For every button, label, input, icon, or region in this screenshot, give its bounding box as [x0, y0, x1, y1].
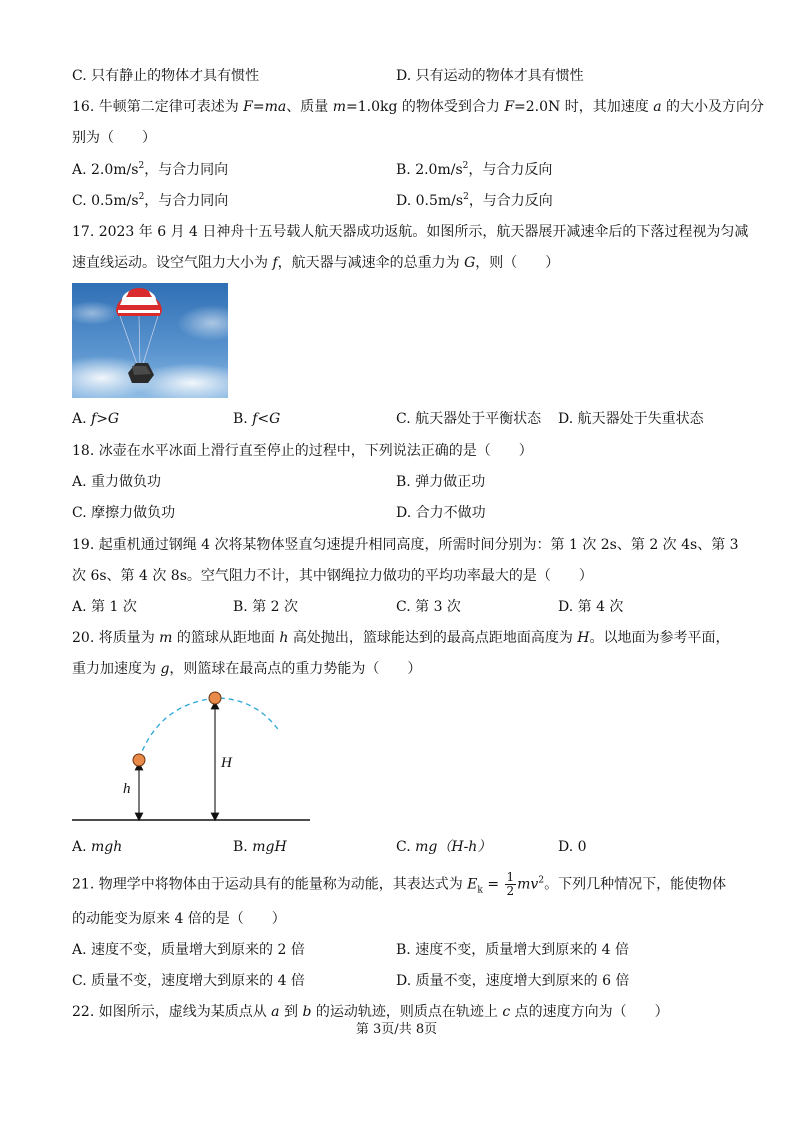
q21-option-d: D. 质量不变，速度增大到原来的 6 倍 [396, 973, 630, 989]
q20-stem-line1: 20. 将质量为 m 的篮球从距地面 h 高处抛出，篮球能达到的最高点距地面高度为 H。以地面为参考平面， [72, 630, 730, 646]
q20-option-d: D. 0 [558, 839, 587, 855]
trajectory-curve [139, 698, 280, 759]
q21-stem-line1: 21. 物理学中将物体由于运动具有的能量称为动能，其表达式为 $E_k$ = $\frac{1}{2}$ $mv^2$。下列几种情况下，能使物体 [72, 870, 727, 898]
q21-option-b: B. 速度不变，质量增大到原来的 4 倍 [396, 942, 629, 958]
q19-option-c: C. 第 3 次 [396, 599, 461, 615]
one-half-fraction: $\frac{1}{2}$ [506, 870, 515, 898]
q17-option-b: B. f<G [233, 411, 281, 427]
q16-option-b: B. $2.0m/s^2$，与合力反向 [396, 161, 553, 178]
q19-stem-line1: 19. 起重机通过钢绳 4 次将某物体竖直匀速提升相同高度，所需时间分别为：第 1 次 2s、第 2 次 4s、第 3 [72, 537, 739, 553]
page-number-footer: 第 3页/共 8页 [355, 1022, 438, 1037]
q16-option-c: C. $0.5m/s^2$，与合力同向 [72, 192, 229, 209]
q21-option-a: A. 速度不变，质量增大到原来的 2 倍 [72, 942, 305, 958]
q15-option-c: C. 只有静止的物体才具有惯性 [72, 68, 260, 84]
q21-option-c: C. 质量不变，速度增大到原来的 4 倍 [72, 973, 305, 989]
q17-option-a: A. f>G [72, 411, 120, 427]
ball-top [209, 692, 221, 704]
q18-option-c: C. 摩擦力做负功 [72, 505, 176, 521]
parachute-photo [72, 283, 228, 398]
label-H: H [221, 755, 232, 771]
q22-stem: 22. 如图所示，虚线为某质点从 a 到 b 的运动轨迹，则质点在轨迹上 c 点的速度方向为（ ） [72, 1004, 669, 1020]
q19-stem-line2: 次 6s、第 4 次 8s。空气阻力不计，其中钢绳拉力做功的平均功率最大的是（ ） [72, 568, 593, 584]
q16-stem-line2: 别为（ ） [72, 130, 156, 146]
q19-option-b: B. 第 2 次 [233, 599, 298, 615]
q17-stem-line1: 17. 2023 年 6 月 4 日神舟十五号载人航天器成功返航。如图所示，航天器展开减速伞后的下落过程视为匀减 [72, 224, 749, 240]
q21-stem-line2: 的动能变为原来 4 倍的是（ ） [72, 911, 286, 927]
label-h: h [123, 781, 131, 797]
basketball-trajectory-figure [66, 686, 316, 826]
q19-option-d: D. 第 4 次 [558, 599, 624, 615]
q18-option-d: D. 合力不做功 [396, 505, 486, 521]
q16-option-d: D. $0.5m/s^2$，与合力反向 [396, 192, 553, 209]
q19-option-a: A. 第 1 次 [72, 599, 137, 615]
q18-stem: 18. 冰壶在水平冰面上滑行直至停止的过程中，下列说法正确的是（ ） [72, 443, 533, 459]
q16-stem-line1: 16. 牛顿第二定律可表述为 F=ma、质量 m=1.0kg 的物体受到合力 F=2.0N 时，其加速度 a 的大小及方向分 [72, 99, 765, 115]
q18-option-a: A. 重力做负功 [72, 474, 162, 490]
q16-option-a: A. $2.0m/s^2$，与合力同向 [72, 161, 229, 178]
q20-option-c: C. mg（H-h） [396, 839, 492, 855]
q15-option-d: D. 只有运动的物体才具有惯性 [396, 68, 584, 84]
q17-option-c: C. 航天器处于平衡状态 [396, 411, 542, 427]
ball-start [133, 754, 145, 766]
q20-option-b: B. mgH [233, 839, 287, 855]
q17-option-d: D. 航天器处于失重状态 [558, 411, 704, 427]
q18-option-b: B. 弹力做正功 [396, 474, 486, 490]
q20-option-a: A. mgh [72, 839, 123, 855]
q20-stem-line2: 重力加速度为 g，则篮球在最高点的重力势能为（ ） [72, 661, 422, 677]
q17-stem-line2: 速直线运动。设空气阻力大小为 f，航天器与减速伞的总重力为 G，则（ ） [72, 255, 560, 271]
